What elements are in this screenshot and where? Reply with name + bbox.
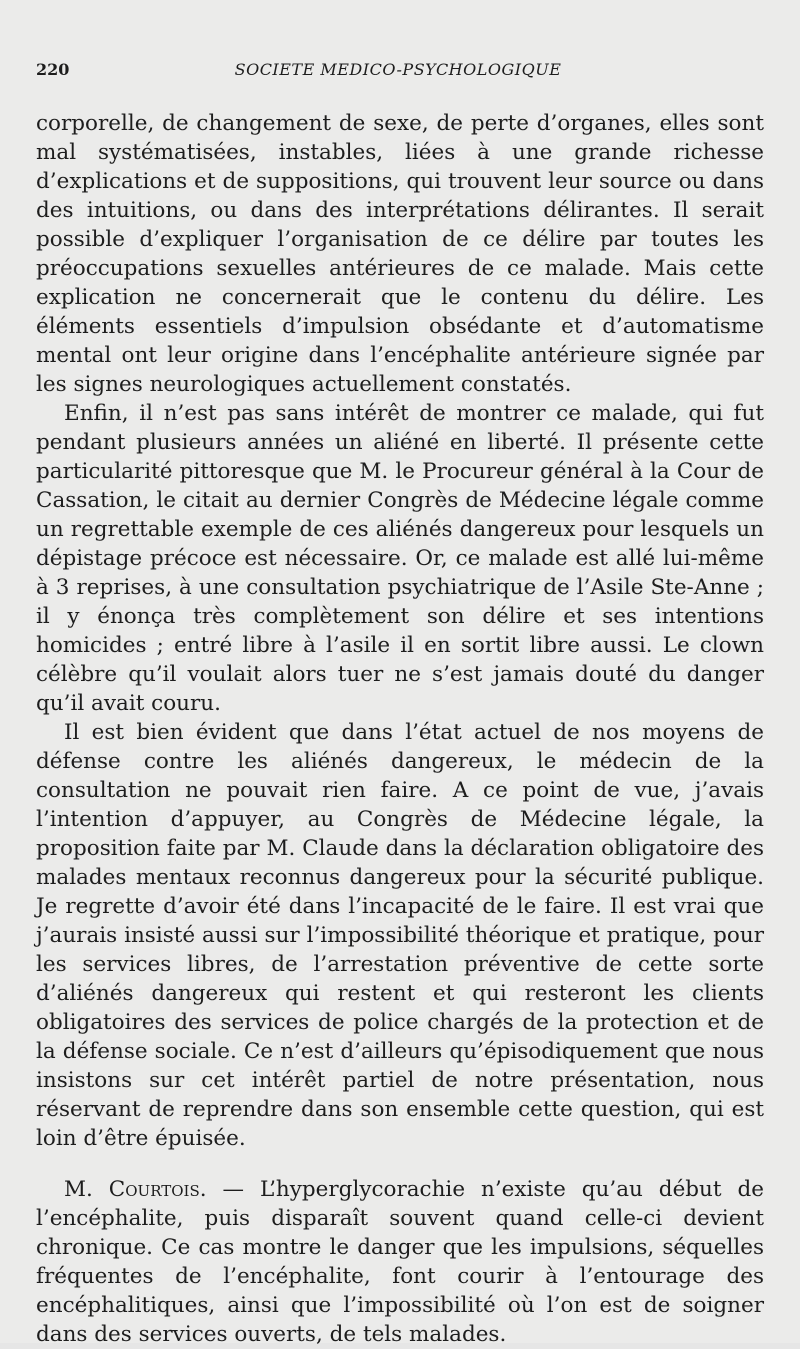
speaker-name: M. Courtois.: [64, 1177, 207, 1202]
page-header: [36, 60, 760, 84]
page-number: 220: [36, 60, 70, 79]
speaker-remark: — L’hyperglycorachie n’existe qu’au début de l’encéphalite, puis disparaît souvent quand celle-ci devient chronique. Ce cas montre le danger que les impulsions, séquelles fréquentes de l’encéphalite, font courir à l’entourage des encéphalitiques, ainsi que l’impossibilité où l’on est de soigner dans des services ouverts, de tels malades.: [36, 1177, 764, 1347]
running-head: SOCIETE MEDICO-PSYCHOLOGIQUE: [234, 60, 562, 79]
paragraph-il-est: Il est bien évident que dans l’état actuel de nos moyens de défense contre les aliénés dangereux, le médecin de la consultation ne pouvait rien faire. A ce point de vue, j’avais l’intention d’appuyer, au Congrès de Médecine légale, la proposition faite par M. Claude dans la déclaration obligatoire des malades mentaux reconnus dangereux pour la sécurité publique. Je regrette d’avoir été dans l’incapacité de le faire. Il est vrai que j’aurais insisté aussi sur l’impossibilité théorique et pratique, pour les services libres, de l’arrestation préventive de cette sorte d’aliénés dangereux qui restent et qui resteront les clients obligatoires des services de police chargés de la protection et de la défense sociale. Ce n’est d’ailleurs qu’épisodiquement que nous insistons sur cet intérêt partiel de notre présentation, nous réservant de reprendre dans son ensemble cette question, qui est loin d’être épuisée.: [36, 720, 764, 1151]
paragraph-continuation: corporelle, de changement de sexe, de perte d’organes, elles sont mal systématisées, instables, liées à une grande richesse d’explications et de suppositions, qui trouvent leur source ou dans des intuitions, ou dans des interprétations délirantes. Il serait possible d’expliquer l’organisation de ce délire par toutes les préoccupations sexuelles antérieures de ce malade. Mais cette explication ne concernerait que le contenu du délire. Les éléments essentiels d’impulsion obsédante et d’automatisme mental ont leur origine dans l’encéphalite antérieure signée par les signes neurologiques actuellement constatés.: [36, 111, 764, 397]
paragraph-courtois: [36, 1175, 764, 1349]
page-body: [36, 109, 764, 1349]
paragraph-enfin: Enfin, il n’est pas sans intérêt de montrer ce malade, qui fut pendant plusieurs années un aliéné en liberté. Il présente cette particularité pittoresque que M. le Procureur général à la Cour de Cassation, le citait au dernier Congrès de Médecine légale comme un regrettable exemple de ces aliénés dangereux pour lesquels un dépistage précoce est nécessaire. Or, ce malade est allé lui-même à 3 reprises, à une consultation psychiatrique de l’Asile Ste-Anne ; il y énonça très complètement son délire et ses intentions homicides ; entré libre à l’asile il en sortit libre aussi. Le clown célèbre qu’il voulait alors tuer ne s’est jamais douté du danger qu’il avait couru.: [36, 401, 764, 716]
